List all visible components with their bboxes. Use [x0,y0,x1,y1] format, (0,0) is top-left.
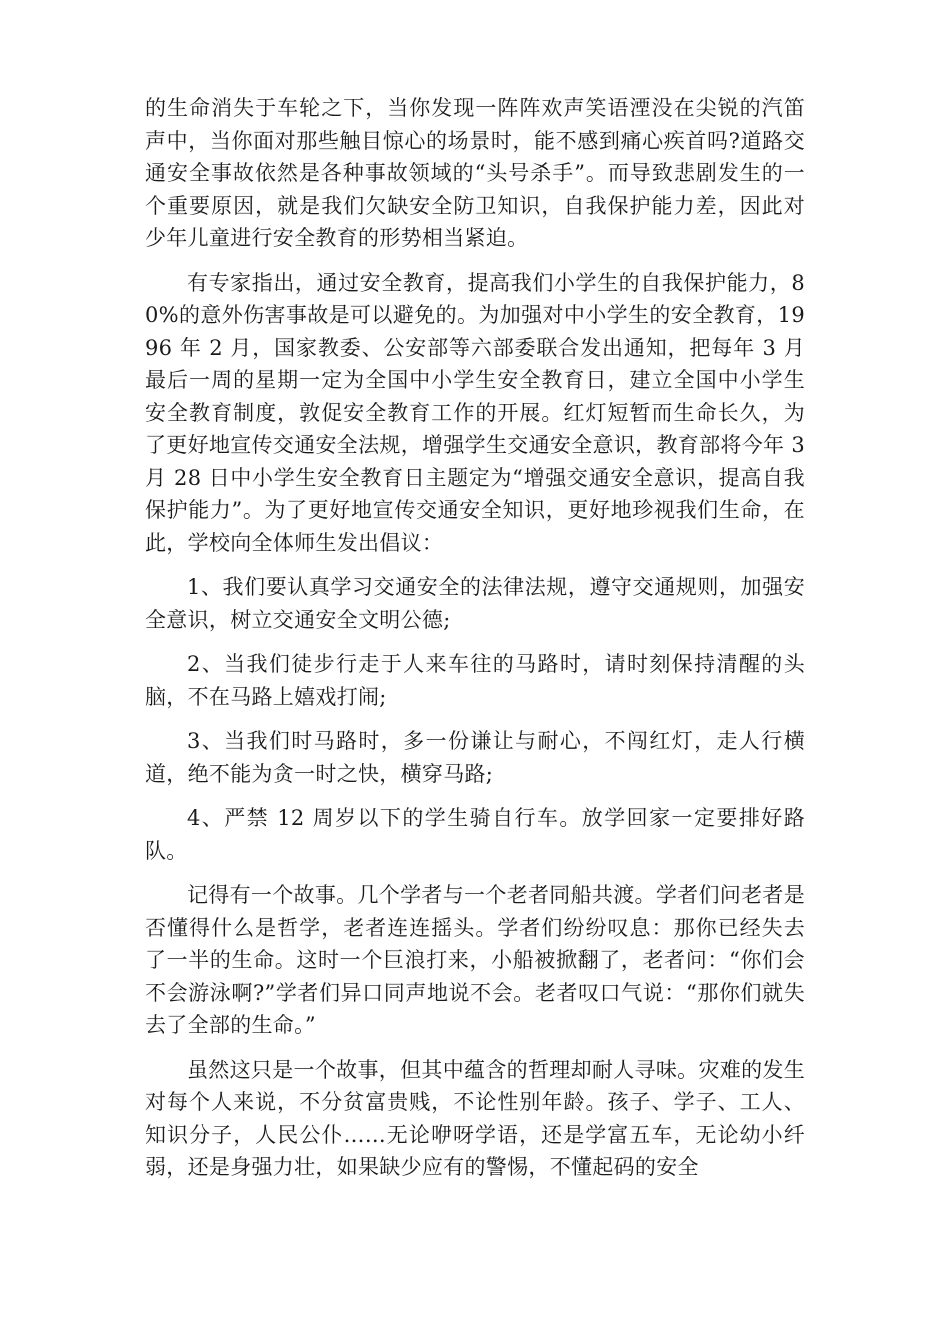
paragraph-expert-statement: 有专家指出，通过安全教育，提高我们小学生的自我保护能力，80%的意外伤害事故是可以避免的。为加强对中小学生的安全教育，1996 年 2 月，国家教委、公安部等六部委联合发出通知，把每年 3 月最后一周的星期一定为全国中小学生安全教育日，建立全国中小学生安全教育制度，敦促安全教育工作的开展。红灯短暂而生命长久，为了更好地宣传交通安全法规，增强学生交通安全意识，教育部将今年 3 月 28 日中小学生安全教育日主题定为“增强交通安全意识，提高自我保护能力”。为了更好地宣传交通安全知识，更好地珍视我们生命，在此，学校向全体师生发出倡议： [145,270,805,555]
paragraph-proposal-3: 3、当我们时马路时，多一份谦让与耐心，不闯红灯，走人行横道，绝不能为贪一时之快，横穿马路; [145,729,805,786]
paragraph-proposal-1: 1、我们要认真学习交通安全的法律法规，遵守交通规则，加强安全意识，树立交通安全文明公德; [145,575,805,632]
paragraph-intro: 的生命消失于车轮之下，当你发现一阵阵欢声笑语湮没在尖锐的汽笛声中，当你面对那些触目惊心的场景时，能不感到痛心疾首吗?道路交通安全事故依然是各种事故领域的“头号杀手”。而导致悲剧发生的一个重要原因，就是我们欠缺安全防卫知识，自我保护能力差，因此对少年儿童进行安全教育的形势相当紧迫。 [145,96,805,250]
paragraph-story: 记得有一个故事。几个学者与一个老者同船共渡。学者们问老者是否懂得什么是哲学，老者连连摇头。学者们纷纷叹息：那你已经失去了一半的生命。这时一个巨浪打来，小船被掀翻了，老者问：“你们会不会游泳啊?”学者们异口同声地说不会。老者叹口气说：“那你们就失去了全部的生命。” [145,883,805,1037]
paragraph-proposal-4: 4、严禁 12 周岁以下的学生骑自行车。放学回家一定要排好路队。 [145,806,805,863]
paragraph-reflection: 虽然这只是一个故事，但其中蕴含的哲理却耐人寻味。灾难的发生对每个人来说，不分贫富贵贱，不论性别年龄。孩子、学子、工人、知识分子，人民公仆……无论咿呀学语，还是学富五车，无论幼小纤弱，还是身强力壮，如果缺少应有的警惕，不懂起码的安全 [145,1057,805,1179]
paragraph-proposal-2: 2、当我们徒步行走于人来车往的马路时，请时刻保持清醒的头脑，不在马路上嬉戏打闹; [145,652,805,709]
document-page [145,92,805,1196]
